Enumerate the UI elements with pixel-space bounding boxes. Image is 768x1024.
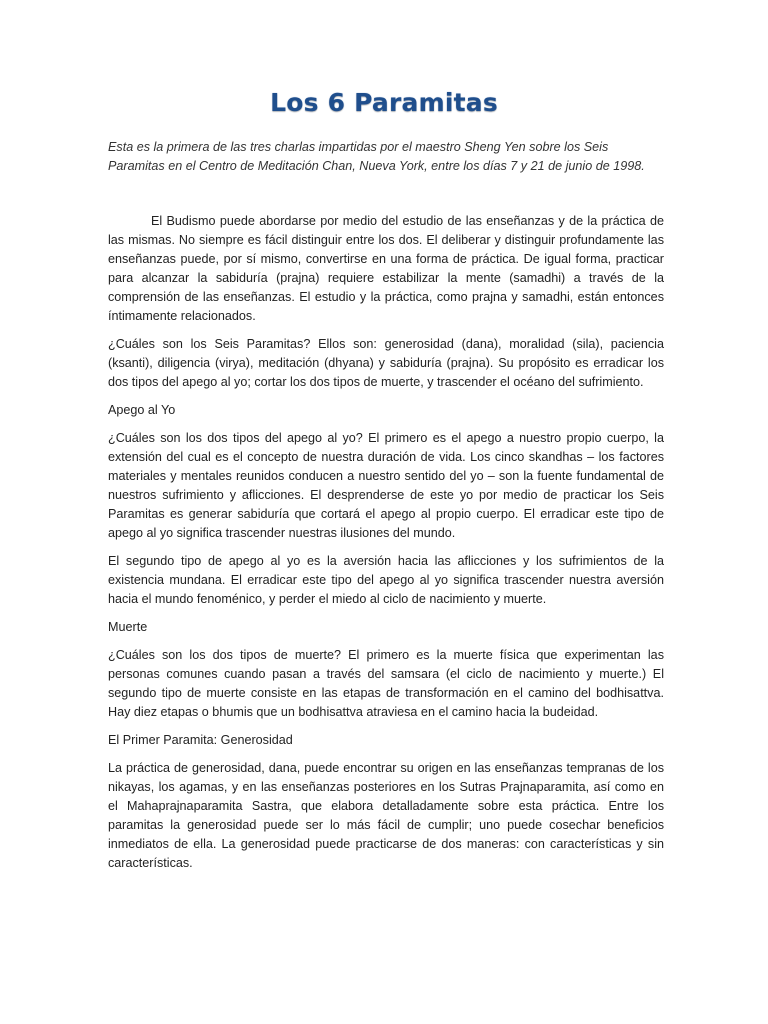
paragraph-generosidad: La práctica de generosidad, dana, puede encontrar su origen en las enseñanzas tempranas de los nikayas, los agamas, y en las enseñanzas posteriores en los Sutras Prajnaparamita, así como en el Mahaprajnaparamita Sastra, que elabora detalladamente sobre esta práctica. Entre los paramitas la generosidad puede ser lo más fácil de cumplir; uno puede cosechar beneficios inmediatos de ella. La generosidad puede practicarse de dos maneras: con características y sin características. bbox=[108, 761, 664, 870]
section-heading-muerte: Muerte bbox=[108, 620, 148, 634]
document-body bbox=[108, 212, 664, 882]
paragraph-apego-tipo-2: El segundo tipo de apego al yo es la aversión hacia las aflicciones y los sufrimientos de la existencia mundana. El erradicar este tipo del apego al yo significa trascender nuestra aversión hacia el mundo fenoménico, y perder el miedo al ciclo de nacimiento y muerte. bbox=[108, 554, 664, 606]
document-title: Los 6 Paramitas bbox=[270, 88, 498, 117]
paragraph-six-paramitas: ¿Cuáles son los Seis Paramitas? Ellos son: generosidad (dana), moralidad (sila), paciencia (ksanti), diligencia (virya), meditación (dhyana) y sabiduría (prajna). Su propósito es erradicar los dos tipos del apego al yo; cortar los dos tipos de muerte, y trascender el océano del sufrimiento. bbox=[108, 337, 664, 389]
paragraph-muerte: ¿Cuáles son los dos tipos de muerte? El primero es la muerte física que experimentan las personas comunes cuando pasan a través del samsara (el ciclo de nacimiento y muerte.) El segundo tipo de muerte consiste en las etapas de transformación en el camino del bodhisattva. Hay diez etapas o bhumis que un bodhisattva atraviesa en el camino hacia la budeidad. bbox=[108, 648, 664, 719]
paragraph-intro-buddhism: El Budismo puede abordarse por medio del estudio de las enseñanzas y de la práctica de las mismas. No siempre es fácil distinguir entre los dos. El deliberar y distinguir profundamente las enseñanzas puede, por sí mismo, convertirse en una forma de práctica. De igual forma, practicar para alcanzar la sabiduría (prajna) requiere estabilizar la mente (samadhi) a través de la comprensión de las enseñanzas. El estudio y la práctica, como prajna y samadhi, están entonces íntimamente relacionados. bbox=[108, 214, 664, 323]
section-heading-generosidad: El Primer Paramita: Generosidad bbox=[108, 733, 293, 747]
paragraph-apego-tipo-1: ¿Cuáles son los dos tipos del apego al yo? El primero es el apego a nuestro propio cuerpo, la extensión del cual es el concepto de nuestra duración de vida. Los cinco skandhas – los factores materiales y mentales reunidos conducen a nuestro sentido del yo – son la fuente fundamental de nuestros sufrimiento y aflicciones. El desprenderse de este yo por medio de practicar los Seis Paramitas es generar sabiduría que cortará el apego al propio cuerpo. El erradicar este tipo de apego al yo significa trascender nuestras ilusiones del mundo. bbox=[108, 431, 664, 540]
intro-text: Esta es la primera de las tres charlas impartidas por el maestro Sheng Yen sobre los Seis Paramitas en el Centro de Meditación Chan, Nueva York, entre los días 7 y 21 de junio de 1998. bbox=[108, 140, 645, 173]
section-heading-apego-al-yo: Apego al Yo bbox=[108, 403, 176, 417]
